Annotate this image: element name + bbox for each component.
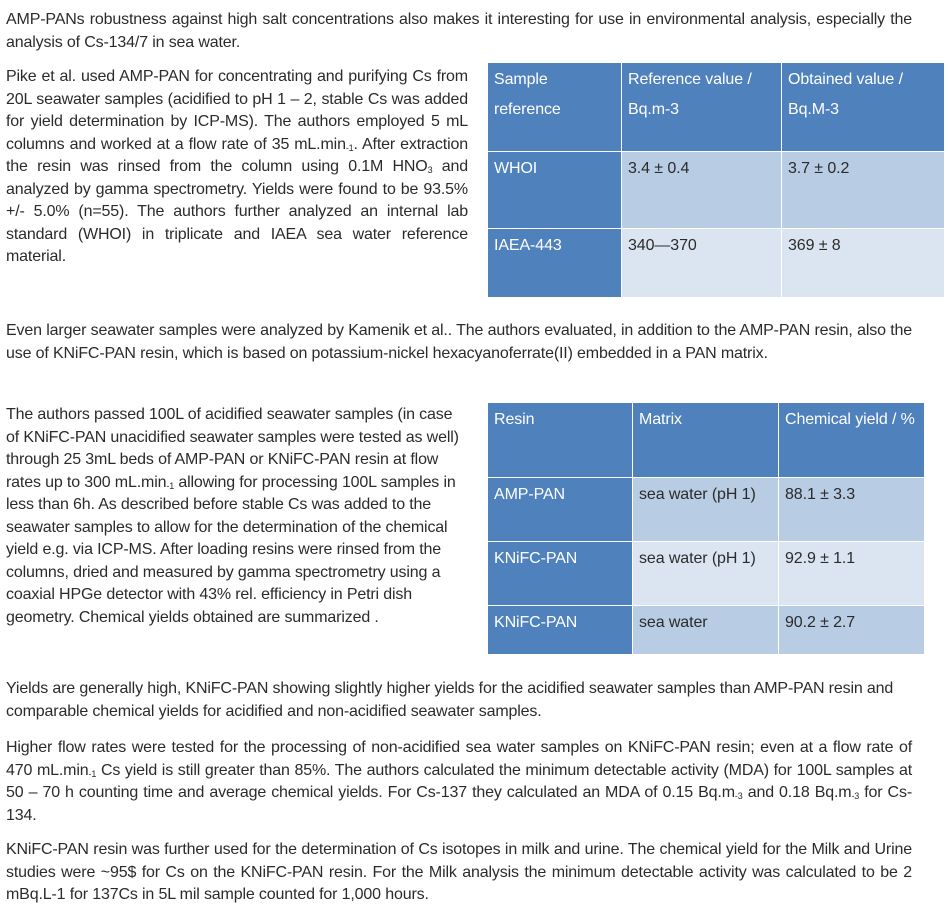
subscript: -1 <box>345 142 354 153</box>
table-row <box>488 606 925 655</box>
text-run: Higher flow rates were tested for the processing of non-acidified sea water samples on KNiFC-PAN resin; even at a flow rate of 470 mL.min <box>6 739 912 779</box>
table-header-cell: Sample reference <box>488 63 622 152</box>
table-row <box>488 229 945 298</box>
table-cell-yield: 92.9 ± 1.1 <box>779 542 925 606</box>
table-header-cell: Reference value / Bq.m-3 <box>622 63 782 152</box>
paragraph-method <box>6 404 466 629</box>
table-row <box>488 152 945 229</box>
text-run: . After extraction the resin was rinsed from the column using 0.1M HNO <box>6 135 468 175</box>
table-cell-obtained: 369 ± 8 <box>782 229 945 298</box>
paragraph-milk-urine: KNiFC-PAN resin was further used for the determination of Cs isotopes in milk and urine. The chemical yield for the Milk and Urine studies were ~95$ for Cs on the KNiFC-PAN resin. For the Milk analysis the minimum detectable activity was calculated to be 2 mBq.L-1 for 137Cs in 5L mil sample counted for 1,000 hours. <box>6 841 912 903</box>
text-run: and 0.18 Bq.m <box>742 784 852 801</box>
subscript: -3 <box>734 791 743 801</box>
table-header-cell: Chemical yield / % <box>779 403 925 478</box>
table-header-cell: Resin <box>488 403 633 478</box>
table-cell-reference: 3.4 ± 0.4 <box>622 152 782 229</box>
text-run: Cs yield is still greater than 85%. The authors calculated the minimum detectable activity (MDA) for 100L samples at 50 – 70 h counting time and average chemical yields. For Cs-137 they calculated an MDA of 0.15 Bq.m <box>6 761 912 801</box>
table-cell-yield: 88.1 ± 3.3 <box>779 478 925 542</box>
paragraph-yields-summary: Yields are generally high, KNiFC-PAN showing slightly higher yields for the acidified seawater samples than AMP-PAN resin and comparable chemical yields for acidified and non-acidified seawater samples. <box>6 680 894 720</box>
paragraph-kamenik-study: Even larger seawater samples were analyzed by Kamenik et al.. The authors evaluated, in addition to the AMP-PAN resin, also the use of KNiFC-PAN resin, which is based on potassium-nickel hexacyanoferrate(II) embedded in a PAN matrix. <box>6 322 912 362</box>
text-run: The authors passed 100L of acidified seawater samples (in case of KNiFC-PAN unacidified seawater samples were tested as well) through 25 3mL beds of AMP-PAN or KNiFC-PAN resin at flow rates up to 300 mL.min <box>6 406 459 491</box>
table-row <box>488 542 925 606</box>
subscript: -3 <box>851 791 860 801</box>
table-header-row <box>488 403 925 478</box>
text-run: and analyzed by gamma spectrometry. Yields were found to be 93.5% +/- 5.0% (n=55). The authors further analyzed an internal lab standard (WHOI) in triplicate and IAEA sea water reference material. <box>6 158 468 265</box>
chemical-yield-table <box>487 402 925 655</box>
table-cell-resin: KNiFC-PAN <box>488 606 633 655</box>
table-row <box>488 478 925 542</box>
table-cell-resin: AMP-PAN <box>488 478 633 542</box>
table-cell-sample: IAEA-443 <box>488 229 622 298</box>
paragraph-flow-rates <box>6 737 912 827</box>
paragraph-pike-study <box>6 66 468 269</box>
subscript: -1 <box>88 768 97 779</box>
text-run: allowing for processing 100L samples in less than 6h. As described before stable Cs was added to the seawater samples to allow for the determination of the chemical yield e.g. via ICP-MS. After loading resins were rinsed from the columns, dried and measured by gamma spectrometry using a coaxial HPGe detector with 43% rel. efficiency in Petri dish geometry. Chemical yields obtained are summarized . <box>6 473 456 626</box>
table-header-cell: Obtained value / Bq.M-3 <box>782 63 945 152</box>
subscript: -1 <box>166 480 175 491</box>
table-cell-yield: 90.2 ± 2.7 <box>779 606 925 655</box>
table-cell-resin: KNiFC-PAN <box>488 542 633 606</box>
text-run: for Cs-134. <box>6 784 912 824</box>
table-cell-matrix: sea water (pH 1) <box>633 542 779 606</box>
table-cell-matrix: sea water (pH 1) <box>633 478 779 542</box>
table-cell-matrix: sea water <box>633 606 779 655</box>
table-header-row <box>488 63 945 152</box>
paragraph-intro: AMP-PANs robustness against high salt concentrations also makes it interesting for use in environmental analysis, especially the analysis of Cs-134/7 in sea water. <box>6 11 912 51</box>
table-header-cell: Matrix <box>633 403 779 478</box>
table-cell-reference: 340—370 <box>622 229 782 298</box>
text-run: Pike et al. used AMP-PAN for concentrating and purifying Cs from 20L seawater samples (acidified to pH 1 – 2, stable Cs was added for yield determination by ICP-MS). The authors employed 5 mL columns and worked at a flow rate of 35 mL.min <box>6 68 468 153</box>
reference-values-table <box>487 62 945 298</box>
table-cell-sample: WHOI <box>488 152 622 229</box>
subscript: 3 <box>427 165 433 175</box>
table-cell-obtained: 3.7 ± 0.2 <box>782 152 945 229</box>
